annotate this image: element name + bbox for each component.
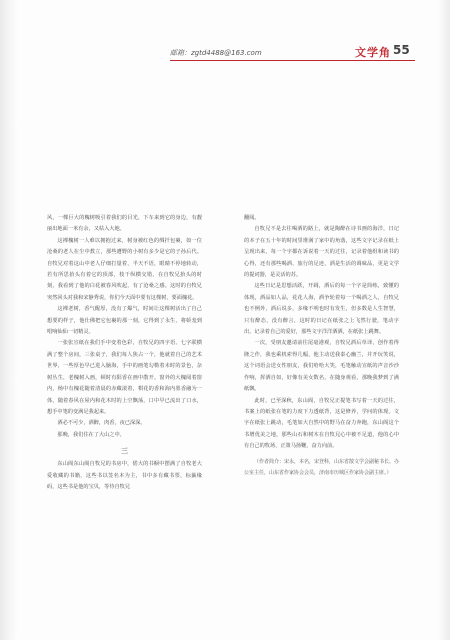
paragraph: 一次，受朋友邀请前往尾毫港观，自牧兄酒后草译，创作着得隆之作，我也乘机索得几幅，他主动送我泰心幽兰，并开玩笑说，这个词语会送女性朋友，我们哈哈大笑，毛笔触动宣纸的声音沙沙作响，挥洒自如，好像有美女数名，在随身观看，那晚我梦到了满纸飘。 — [244, 340, 399, 393]
paragraph: 风，一棵巨大的槐树吸引着我们的目光，下车来到它的身边，有靓丽出地面一米有余，又枯入大地。 — [47, 215, 202, 233]
paragraph: 那晚，我们住在了大山之中。 — [57, 431, 125, 438]
paragraph: 这裸槐树一人难以拥抱过来，树身被红色的绸扦包裹，如一位沧桑的老人在尘中教立，那些遭野的小树有多少是它的子孙后代。自牧兄对着这山中老人仔细打量着，半天不语，眼睛不停地转动，若有所思抬头有着它的顶部，枝干纵横交错，在自牧兄抬头的时刻，我看到了他的白花被春风吹起，有了沧桑之感。这时的自牧兄突然回头对我和宋静秀说，你们今天面中要有这棵树，要面槐花。 — [47, 237, 202, 301]
page-fold-shadow — [0, 0, 18, 640]
header-rule — [170, 60, 415, 61]
page-number: 55 — [393, 43, 410, 57]
page-edge-shadow — [438, 0, 450, 640]
column-title: 文学角 — [355, 46, 391, 59]
paragraph: 这裸老树，香气醒厚，没有了爆气，时间让这棵树活出了自己想要的样子，他仕佛把它包裹的那一刻，它得到了永生，将娇羞到唱响仙仙一切精灵。 — [47, 306, 202, 336]
editor-email: 邮箱：zgtd4488@163.com — [170, 49, 262, 57]
text-column-right — [244, 213, 399, 484]
page-header — [0, 43, 450, 63]
text-column-left — [47, 213, 202, 493]
paragraph: 东山阁东山阁自牧兄的书房中，偌大的书橱中摆满了自牧老大爱收藏的书籍，这些书以签名本为主，书中多有藏书票，标籤缘码，这些书是他的宝贝，等待自牧兄 — [47, 461, 202, 490]
paragraph: 酒必不可少，酒醉，肉香，夜已深深。 — [57, 420, 146, 427]
paragraph: 一张张宣纸在我们手中变着色彩，自牧兄的四字语、七字联横满了整个房间，三张桌子，我们每人狭占一个，他就着自己的艺术世界，一些厚色早已进入脑海，手中的画笔勾勒着未时的景色，杂树丛生，老槐树入画，顿时有阳香在画中散开。窗外的大槐阅着窗内，杨中有槐花随着清晨的赤藏滚着，棋花的香和海内墨香融为一体，随着春风在屋内和花木时的上空飘荡，口中早已流出了口水，想手中笔的变满足我起来。 — [47, 340, 202, 415]
paragraph: 自牧兄不是去往喝酒的路上，就是陶醉在诗书画的海洋，日记的本子在五十年的时间里堆满了家中的角落，这些文字记录在纸上呈现出来，每一个字都在诉说着一天的过往，记录着他组和读书的心得，还有那些喝酒、旅行的足迹，酒是生活的调味品，更是文学的提词器，是灵活的苏。 — [244, 226, 399, 279]
paragraph: 翻阅。 — [244, 215, 260, 221]
author-bio: （作者简介：宋永，本名，宋登科，山东省散文学会副秘书长、办公室主任，山东省作家协会会员，济南市历城区作家协会副主席。） — [244, 458, 400, 476]
paragraph: 这些日记是思想活跃，开阔，酒后的每一个字是简练，致懂的体现，酒品如人品，花花人海，酒争轮着每一个喝酒之人，自牧兄也不例外，酒后说多，多缘不明也时有发生，但多数是人生智慧，只有醉态，没有醉言，这时的日记在纸张之上飞然行驶，笔动字出，记录着自己的爱好，那些文字洋洋洒洒，在纸张上跳舞。 — [244, 283, 399, 336]
paragraph: 此时，已至深秋，东山阁，自牧兄正提笔书写着一天的过往，书案上的纸张在笔的力度下力透纸背，这是修养，学问的体现。文字在纸张上跳动，毛笔如大自然中的野马在奋力奔跑，东山阁这个书增优美之地，那些山石和树木在自牧兄心中被不足道，他的心中有自己的牧场、正策马扬鞭，奋力向前。 — [244, 397, 399, 450]
section-marker: 三 — [121, 447, 128, 456]
